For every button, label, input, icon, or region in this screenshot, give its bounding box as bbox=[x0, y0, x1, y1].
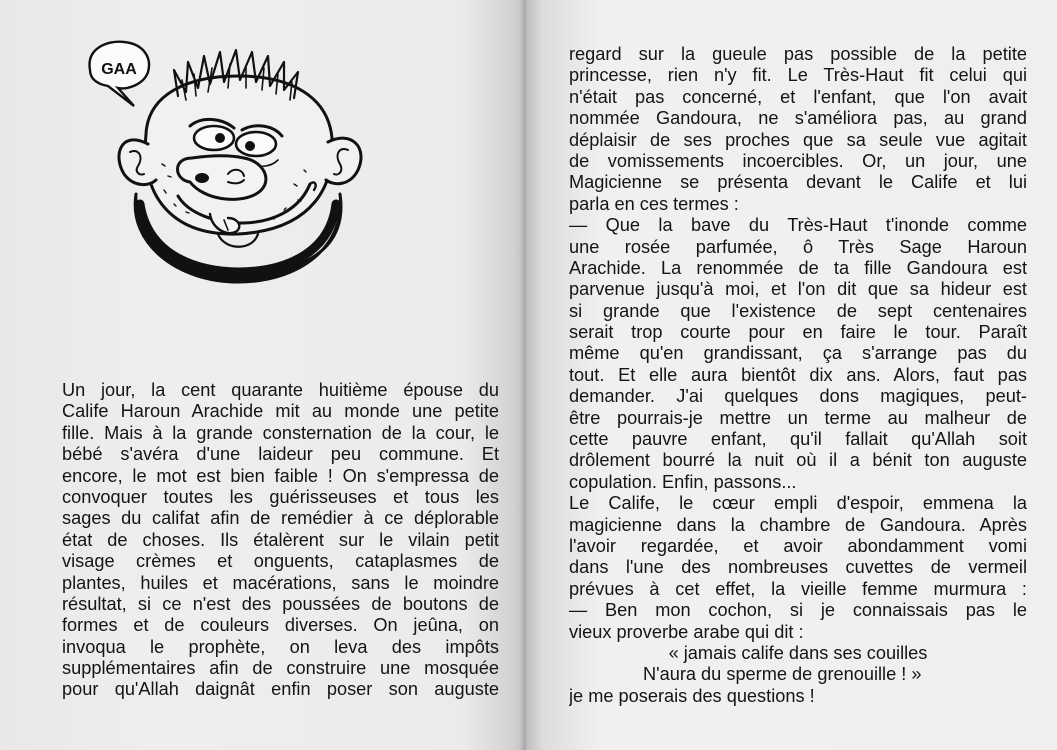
text-line: princesse, rien n'y fit. Le Très-Haut fit celui qui bbox=[569, 65, 1027, 86]
text-line: état de choses. Ils étalèrent sur le vilain petit bbox=[62, 529, 499, 550]
proverb-line: « jamais calife dans ses couilles bbox=[668, 642, 928, 663]
text-line: regard sur la gueule pas possible de la petite bbox=[569, 44, 1027, 64]
text-line: Un jour, la cent quarante huitième épouse du bbox=[62, 380, 499, 400]
text-line: parla en ces termes : bbox=[569, 193, 739, 214]
text-line: déplaisir de ses proches que sa seule vue agitait bbox=[569, 129, 1027, 150]
text-line: Calife Haroun Arachide mit au monde une petite bbox=[62, 401, 499, 422]
text-line: sages du califat afin de remédier à ce déplorable bbox=[62, 508, 499, 529]
text-line: pour qu'Allah daignât enfin poser son auguste bbox=[62, 679, 499, 700]
text-line: visage crèmes et onguents, cataplasmes de bbox=[62, 551, 499, 572]
text-line: — Que la bave du Très-Haut t'inonde comme bbox=[569, 215, 1027, 236]
text-line: Arachide. La renommée de ta fille Gandoura est bbox=[569, 257, 1027, 278]
text-line: magicienne dans la chambre de Gandoura. Après bbox=[569, 514, 1027, 535]
ogre-head-illustration bbox=[78, 34, 378, 296]
text-line: drôlement bourré la nuit où il a bénit ton auguste bbox=[569, 450, 1027, 471]
left-page bbox=[0, 0, 524, 750]
text-line: si grande que l'existence de sept centenaires bbox=[569, 300, 1027, 321]
right-page-text bbox=[569, 44, 1027, 707]
text-line: cette pauvre enfant, qu'il fallait qu'Allah soit bbox=[569, 429, 1027, 450]
text-line: invoqua le prophète, on leva des impôts bbox=[62, 636, 499, 657]
text-line: serait trop courte pour en faire le tour. Paraît bbox=[569, 322, 1027, 343]
text-line: n'était pas concerné, et l'enfant, que l'on avait bbox=[569, 86, 1027, 107]
text-line: plantes, huiles et macérations, sans le moindre bbox=[62, 572, 499, 593]
text-line: Le Calife, le cœur empli d'espoir, emmena la bbox=[569, 493, 1027, 514]
left-page-text bbox=[62, 380, 499, 701]
text-line: formes et de couleurs diverses. On jeûna, on bbox=[62, 615, 499, 636]
text-line: l'avoir regardée, et avoir abondamment vomi bbox=[569, 535, 1027, 556]
text-line: prévues à cet effet, la vieille femme murmura : bbox=[569, 578, 1027, 599]
text-line: même qu'en grandissant, ça s'arrange pas du bbox=[569, 343, 1027, 364]
grinning-ogre-head-icon bbox=[119, 50, 361, 282]
text-line: de vomissements incoercibles. Or, un jour, une bbox=[569, 150, 1027, 171]
text-line: supplémentaires afin de construire une mosquée bbox=[62, 658, 499, 679]
text-line: copulation. Enfin, passons... bbox=[569, 471, 797, 492]
text-line: vieux proverbe arabe qui dit : bbox=[569, 621, 804, 642]
text-line: Magicienne se présenta devant le Calife et lui bbox=[569, 172, 1027, 193]
text-line: être pourrais-je mettre un terme au malheur de bbox=[569, 407, 1027, 428]
text-line: parvenue jusqu'à moi, et l'on dit que sa hideur est bbox=[569, 279, 1027, 300]
speech-bubble bbox=[90, 42, 149, 106]
proverb-line: N'aura du sperme de grenouille ! » bbox=[643, 664, 922, 685]
text-line: convoquer toutes les guérisseuses et tous les bbox=[62, 486, 499, 507]
text-line: une rosée parfumée, ô Très Sage Haroun bbox=[569, 236, 1027, 257]
text-line: je me poserais des questions ! bbox=[569, 685, 815, 706]
text-line: tout. Et elle aura bientôt dix ans. Alors, faut pas bbox=[569, 364, 1027, 385]
text-line: demander. J'ai quelques dons magiques, peut- bbox=[569, 386, 1027, 407]
text-line: encore, le mot est bien faible ! On s'empressa de bbox=[62, 465, 499, 486]
text-line: — Ben mon cochon, si je connaissais pas le bbox=[569, 600, 1027, 621]
text-line: bébé s'avéra d'une laideur peu commune. Et bbox=[62, 444, 499, 465]
text-line: fille. Mais à la grande consternation de la cour, le bbox=[62, 422, 499, 443]
speech-bubble-text: GAA bbox=[101, 61, 137, 78]
text-line: résultat, si ce n'est des poussées de boutons de bbox=[62, 593, 499, 614]
text-line: dans l'une des nombreuses cuvettes de vermeil bbox=[569, 557, 1027, 578]
text-line: nommée Gandoura, ne s'améliora pas, au grand bbox=[569, 108, 1027, 129]
